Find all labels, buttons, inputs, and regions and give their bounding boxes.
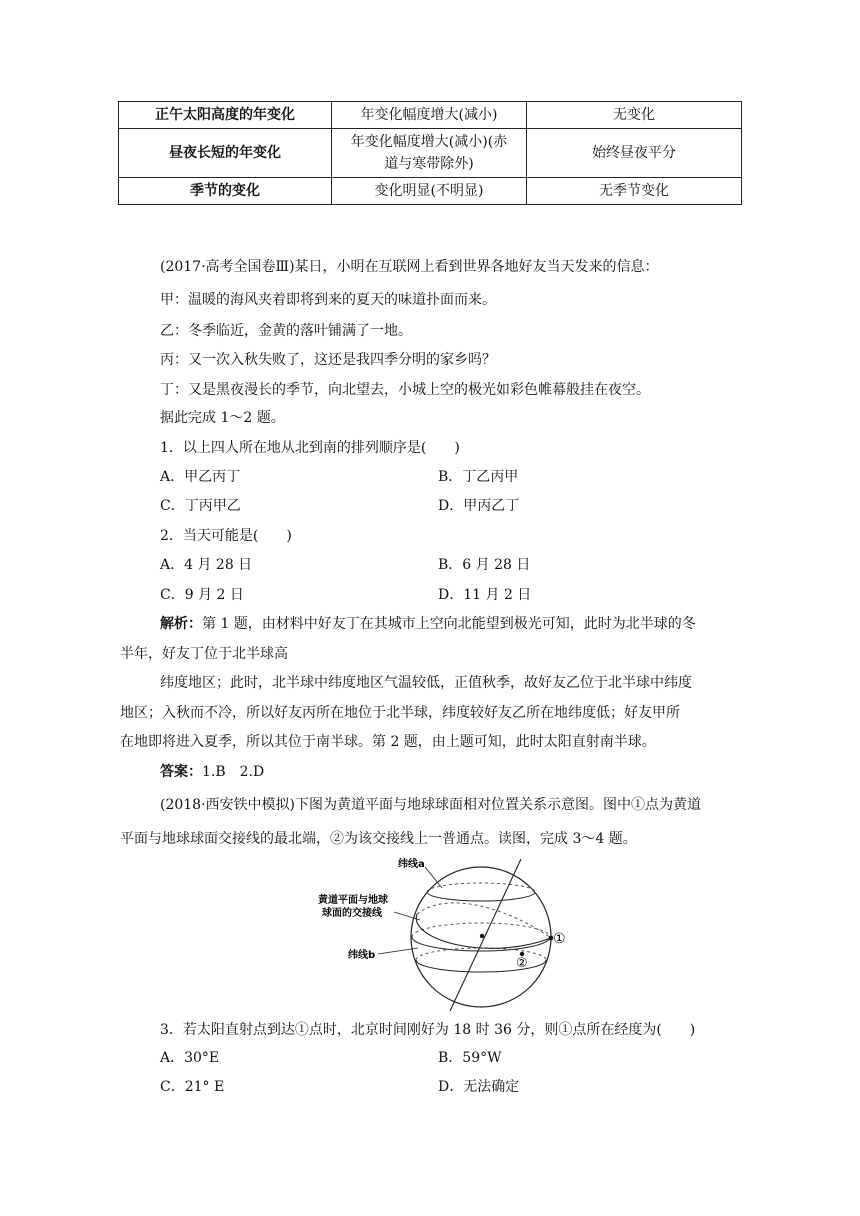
task-line: 据此完成 1～2 题。 [160, 410, 285, 426]
q3-option-a: A．30°E [160, 1050, 220, 1066]
latitude-a-front [427, 892, 535, 901]
intro2-text: )下图为黄道平面与地球球面相对位置关系示意图。图中①点为黄道 [289, 797, 702, 813]
message-jia: 甲：温暖的海风夹着即将到来的夏天的味道扑面而来。 [160, 292, 496, 308]
intro2-source-line [160, 795, 701, 815]
message-yi: 乙：冬季临近，金黄的落叶铺满了一地。 [160, 323, 412, 339]
message-bing: 丙：又一次入秋失败了，这还是我四季分明的家乡吗？ [160, 352, 496, 368]
analysis-line-2: 半年，好友丁位于北半球高 [120, 646, 288, 662]
analysis-line-1 [160, 614, 696, 634]
table-row [119, 129, 742, 178]
message-ding: 丁：又是黑夜漫长的季节，向北望去，小城上空的极光如彩色帷幕般挂在夜空。 [160, 382, 650, 398]
center-dot [480, 934, 484, 938]
table-cell: 无变化 [527, 102, 742, 129]
label-ecliptic-line-2: 球面的交接线 [322, 908, 382, 919]
table-cell: 年变化幅度增大(减小) [332, 102, 527, 129]
point-2-label: ② [516, 956, 528, 971]
table-cell [332, 129, 527, 178]
analysis-line-5: 在地即将进入夏季，所以其位于南半球。第 2 题，由上题可知，此时太阳直射南半球。 [120, 734, 656, 750]
analysis-label: 解析： [160, 616, 202, 632]
source-name: 西安铁中模拟 [205, 797, 290, 813]
table-cell: 无季节变化 [527, 178, 742, 205]
cell-line: 年变化幅度增大(减小)(赤 [350, 134, 508, 150]
answer-text: 1.B 2.D [202, 764, 265, 780]
q3-option-d: D．无法确定 [438, 1079, 520, 1095]
source-prefix: (2017· [160, 259, 206, 275]
answer-label: 答案： [160, 764, 202, 780]
label-latitude-a: 纬线a [398, 859, 425, 870]
ecliptic-front [416, 914, 551, 948]
latitude-a-back [427, 883, 535, 892]
intro-source-line [160, 257, 659, 277]
ecliptic-back [417, 903, 551, 938]
q2-option-d: D．11 月 2 日 [438, 587, 532, 603]
table-row [119, 178, 742, 205]
label-ecliptic-line-1: 黄道平面与地球 [318, 895, 388, 906]
analysis-line-3: 纬度地区；此时，北半球中纬度地区气温较低，正值秋季，故好友乙位于北半球中纬度 [160, 675, 692, 691]
table-row [119, 102, 742, 129]
intro-text: )某日，小明在互联网上看到世界各地好友当天发来的信息： [289, 259, 659, 275]
q1-option-d: D．甲丙乙丁 [438, 498, 520, 514]
table-cell: 变化明显(不明显) [332, 178, 527, 205]
question-3-stem: 3．若太阳直射点到达①点时，北京时间刚好为 18 时 36 分，则①点所在经度为( ) [160, 1022, 696, 1038]
earth-axis [450, 859, 521, 1011]
analysis-text: 第 1 题，由材料中好友丁在其城市上空向北能望到极光可知，此时为北半球的冬 [202, 616, 696, 632]
question-2-stem: 2．当天可能是( ) [160, 528, 292, 544]
q2-option-c: C．9 月 2 日 [160, 587, 244, 603]
ecliptic-globe-diagram [308, 850, 580, 1012]
q1-option-b: B．丁乙丙甲 [438, 469, 519, 485]
q2-option-b: B．6 月 28 日 [438, 557, 531, 573]
q1-option-c: C．丁丙甲乙 [160, 498, 241, 514]
analysis-line-4: 地区；入秋而不冷，所以好友丙所在地位于北半球，纬度较好友乙所在地纬度低；好友甲所 [120, 705, 680, 721]
q3-option-c: C．21° E [160, 1079, 225, 1095]
q3-option-b: B．59°W [438, 1050, 502, 1066]
row-header: 正午太阳高度的年变化 [119, 102, 332, 129]
source-name: 高考全国卷Ⅲ [205, 259, 290, 275]
point-1-label: ① [553, 931, 566, 947]
cell-line: 道与寒带除外) [384, 156, 474, 172]
question-1-stem: 1．以上四人所在地从北到南的排列顺序是( ) [160, 440, 460, 456]
label-latitude-b: 纬线b [348, 950, 376, 961]
row-header: 季节的变化 [119, 178, 332, 205]
source-prefix: (2018· [160, 797, 206, 813]
answer-line [160, 762, 264, 782]
table-cell: 始终昼夜平分 [527, 129, 742, 178]
q1-option-a: A．甲乙丙丁 [160, 469, 241, 485]
row-header: 昼夜长短的年变化 [119, 129, 332, 178]
intro2-line-2: 平面与地球球面交接线的最北端，②为该交接线上一普通点。读图，完成 3～4 题。 [120, 831, 637, 847]
comparison-table [118, 101, 742, 205]
q2-option-a: A．4 月 28 日 [160, 557, 253, 573]
